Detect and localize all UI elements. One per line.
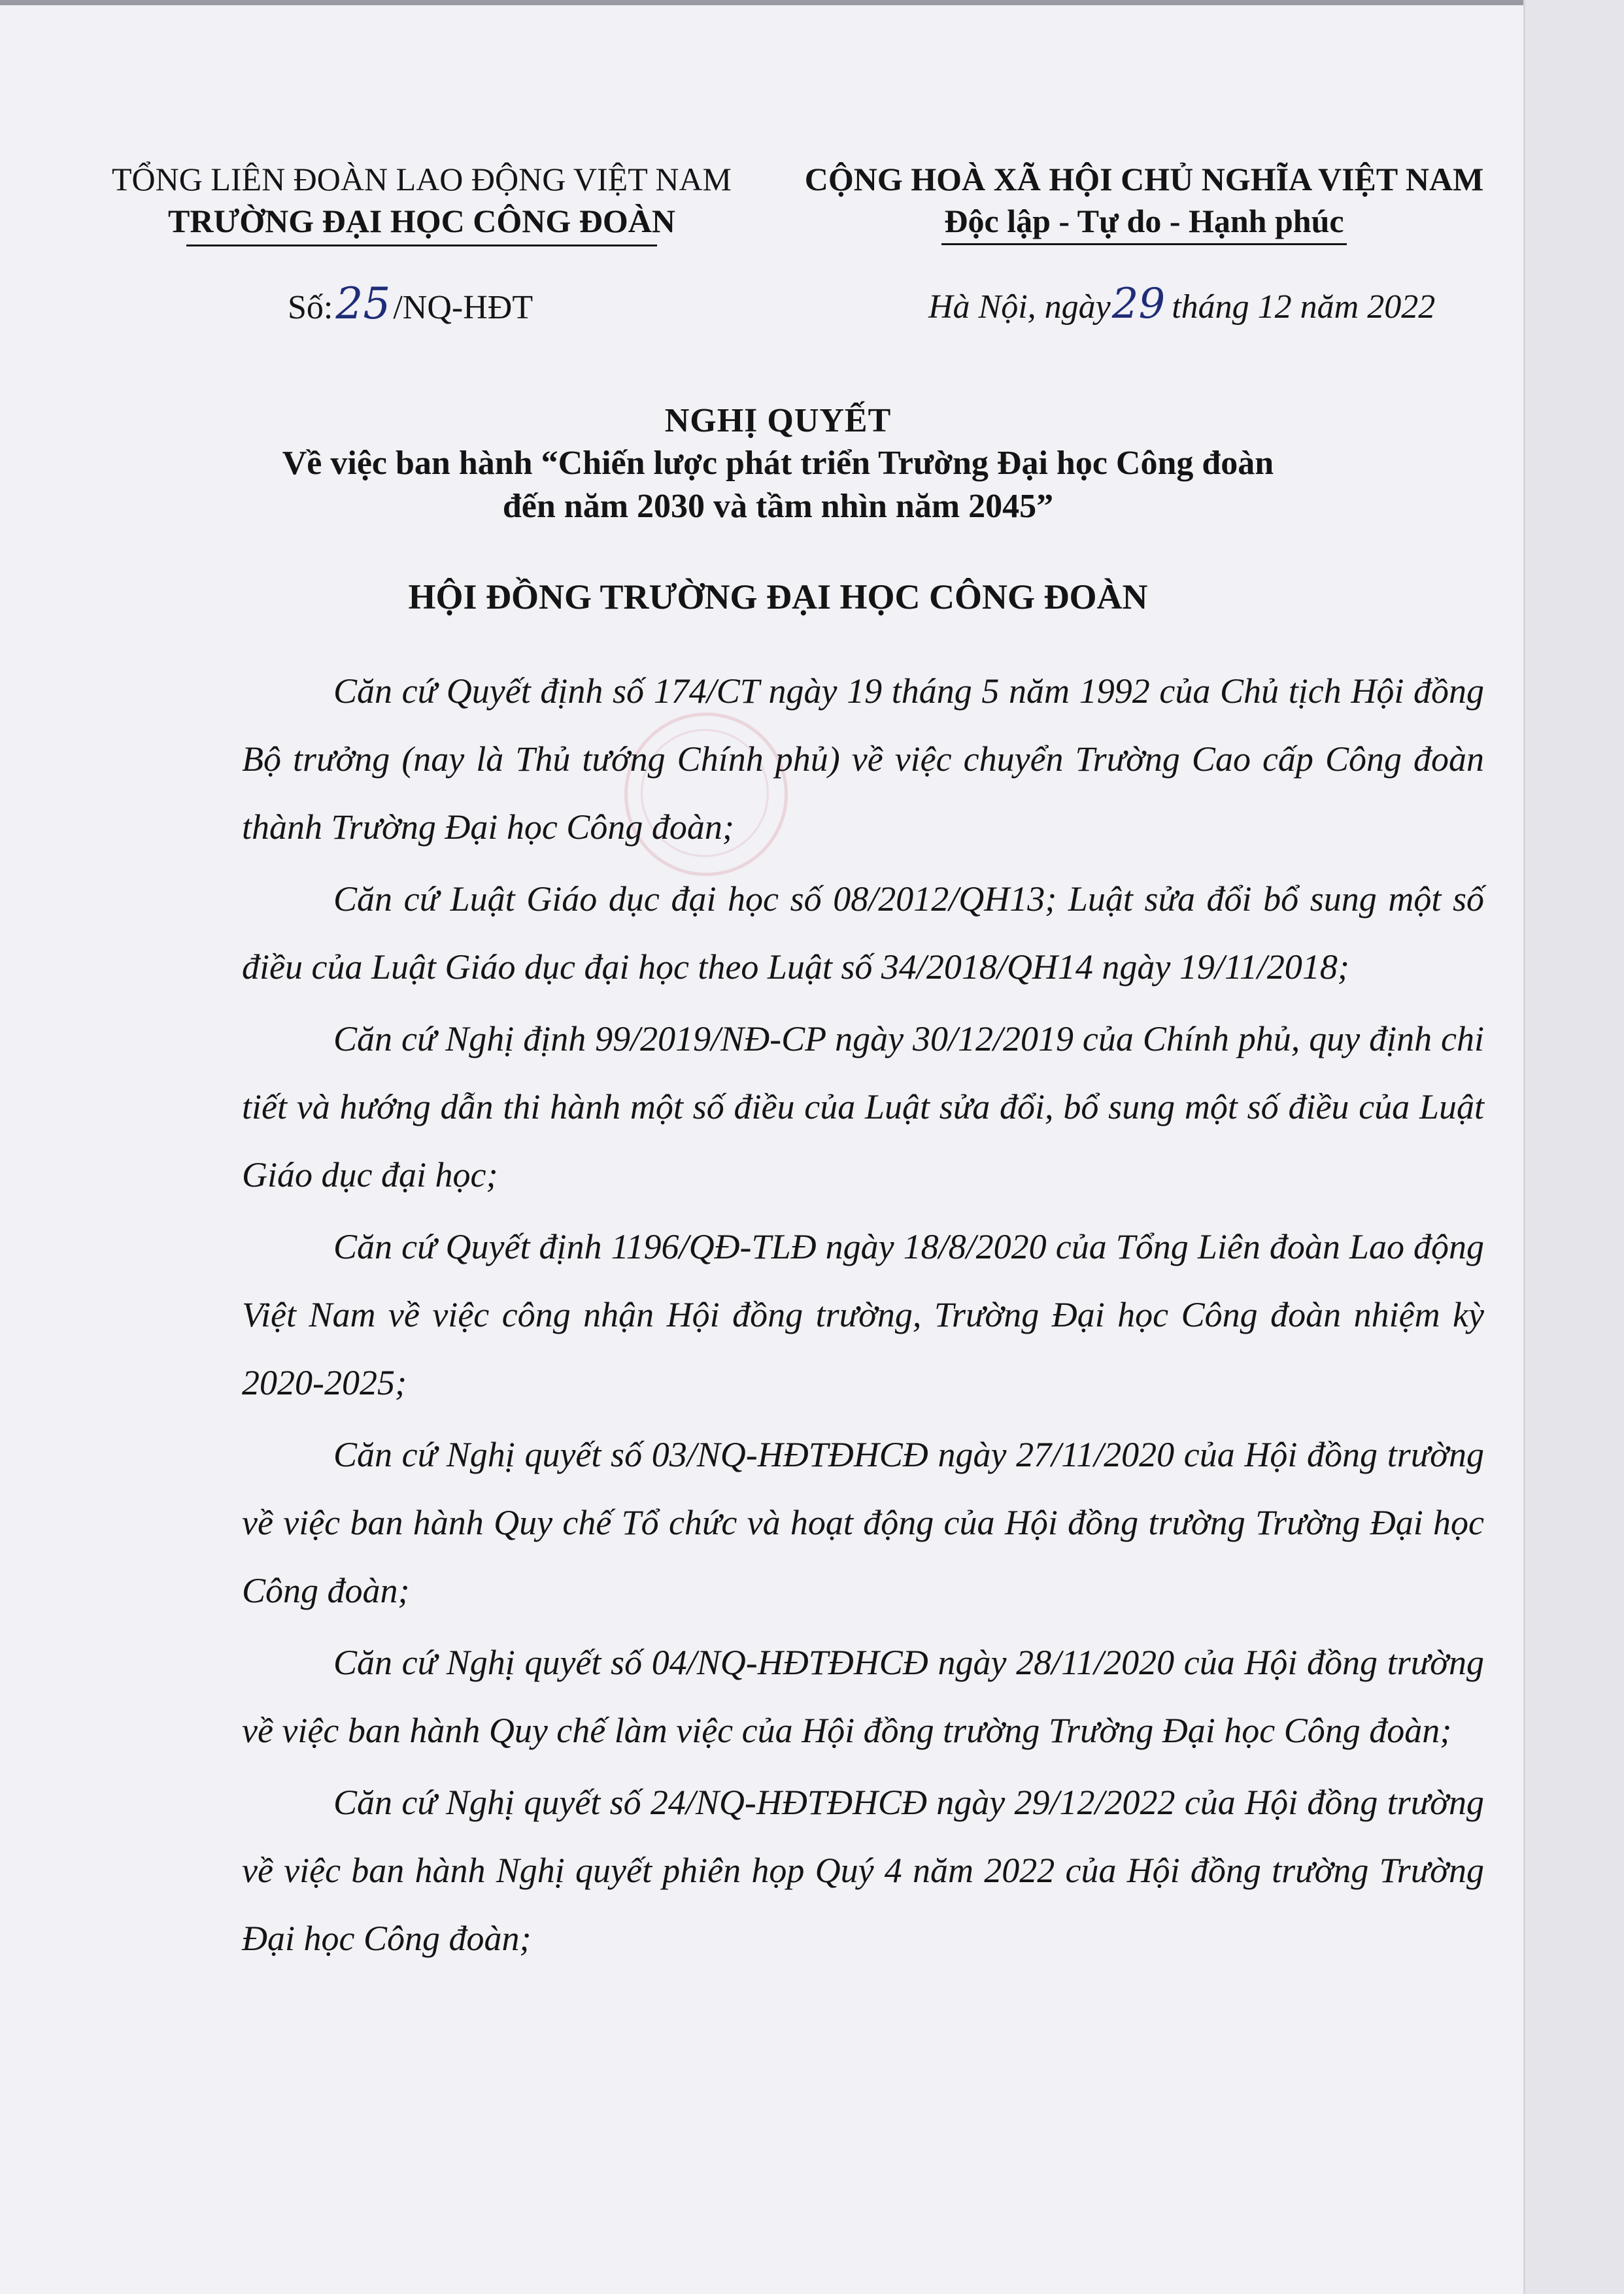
parent-organization: TỔNG LIÊN ĐOÀN LAO ĐỘNG VIỆT NAM [111, 161, 732, 197]
place-and-date [928, 281, 1435, 330]
motto-underline [941, 243, 1347, 245]
subject-line-2: đến năm 2030 và tầm nhìn năm 2045” [502, 488, 1054, 525]
handwritten-day: 29 [1111, 280, 1166, 328]
legal-basis-list [242, 657, 1484, 1976]
recital-paragraph: Căn cứ Quyết định 1196/QĐ-TLĐ ngày 18/8/2020 của Tổng Liên đoàn Lao động Việt Nam về việc công nhận Hội đồng trường, Trường Đại học Công đoàn nhiệm kỳ 2020-2025; [242, 1227, 1484, 1402]
recital-paragraph: Căn cứ Luật Giáo dục đại học số 08/2012/QH13; Luật sửa đổi bổ sung một số điều của Luật Giáo dục đại học theo Luật số 34/2018/QH14 ngày 19/11/2018; [242, 879, 1484, 987]
recital-paragraph: Căn cứ Nghị quyết số 03/NQ-HĐTĐHCĐ ngày 27/11/2020 của Hội đồng trường về việc ban hành Quy chế Tổ chức và hoạt động của Hội đồng trường Trường Đại học Công đoàn; [242, 1435, 1484, 1610]
document-type: NGHỊ QUYẾT [664, 402, 892, 439]
national-motto: Độc lập - Tự do - Hạnh phúc [944, 203, 1344, 239]
recital-paragraph: Căn cứ Quyết định số 174/CT ngày 19 tháng 5 năm 1992 của Chủ tịch Hội đồng Bộ trưởng (nay là Thủ tướng Chính phủ) về việc chuyển Trường Cao cấp Công đoàn thành Trường Đại học Công đoàn; [242, 671, 1484, 847]
date-rest: tháng 12 năm 2022 [1172, 288, 1436, 326]
scan-right-margin [1523, 0, 1624, 2294]
issuing-council: HỘI ĐỒNG TRƯỜNG ĐẠI HỌC CÔNG ĐOÀN [408, 577, 1148, 616]
recital-paragraph: Căn cứ Nghị định 99/2019/NĐ-CP ngày 30/12/2019 của Chính phủ, quy định chi tiết và hướng dẫn thi hành một số điều của Luật sửa đổi, bổ sung một số điều của Luật Giáo dục đại học; [242, 1019, 1484, 1194]
recital-paragraph: Căn cứ Nghị quyết số 04/NQ-HĐTĐHCĐ ngày 28/11/2020 của Hội đồng trường về việc ban hành Quy chế làm việc của Hội đồng trường Trường Đại học Công đoàn; [242, 1643, 1484, 1750]
recital-paragraph: Căn cứ Nghị quyết số 24/NQ-HĐTĐHCĐ ngày 29/12/2022 của Hội đồng trường về việc ban hành Nghị quyết phiên họp Quý 4 năm 2022 của Hội đồng trường Trường Đại học Công đoàn; [242, 1783, 1484, 1958]
country-name: CỘNG HOÀ XÃ HỘI CHỦ NGHĨA VIỆT NAM [804, 161, 1484, 197]
national-heading [785, 158, 1504, 245]
doc-number-prefix: Số: [288, 289, 333, 326]
issuer-block [98, 158, 745, 246]
place-prefix: Hà Nội, ngày [928, 288, 1111, 326]
document-title [98, 400, 1458, 528]
document-number [288, 278, 533, 331]
scan-top-edge [0, 0, 1624, 5]
subject-line-1: Về việc ban hành “Chiến lược phát triển Trường Đại học Công đoàn [282, 445, 1274, 482]
issuer-underline [186, 245, 657, 246]
doc-number-suffix: /NQ-HĐT [393, 289, 533, 326]
organization-name: TRƯỜNG ĐẠI HỌC CÔNG ĐOÀN [168, 203, 675, 239]
handwritten-doc-number: 25 [335, 278, 391, 329]
